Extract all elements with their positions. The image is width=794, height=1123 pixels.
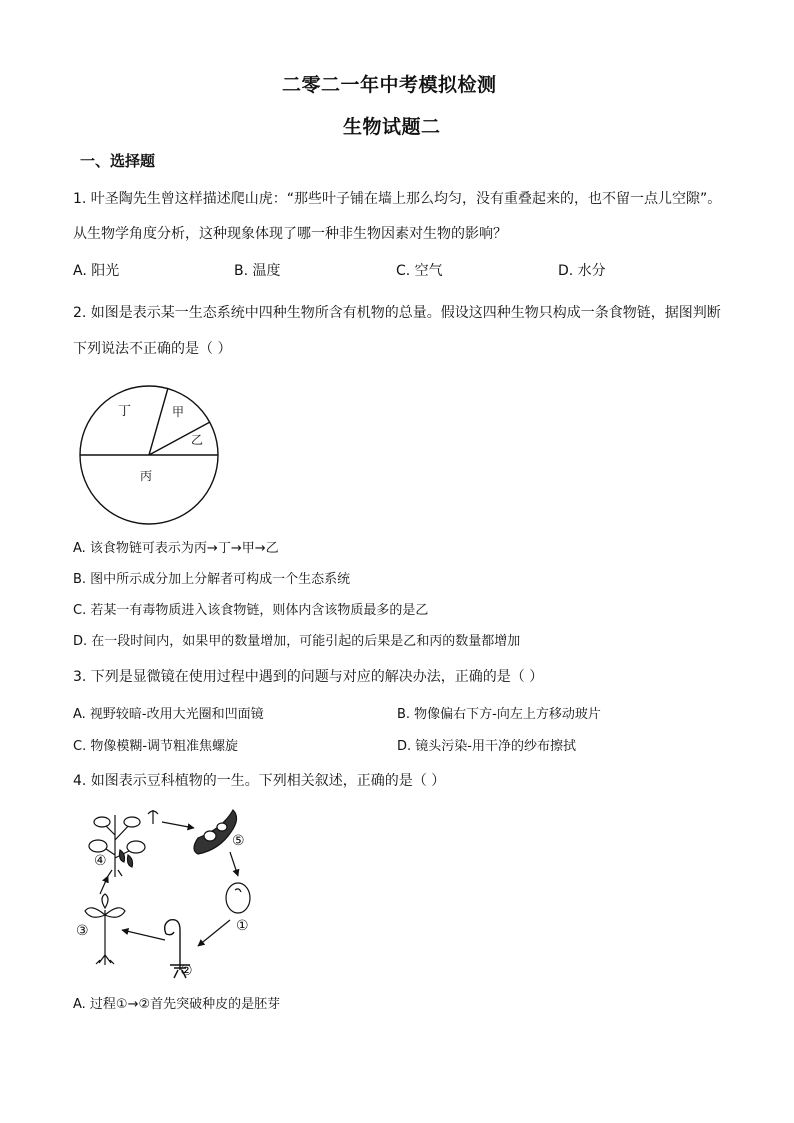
q1-option-a: A. 阳光 [73, 263, 120, 279]
q2-stem-line1: 2. 如图是表示某一生态系统中四种生物所含有机物的总量。假设这四种生物只构成一条食物链，据图判断 [73, 305, 721, 321]
q1-stem-line1: 1. 叶圣陶先生曾这样描述爬山虎：“那些叶子铺在墙上那么均匀，没有重叠起来的，也不留一点儿空隙”。 [73, 191, 722, 207]
q3-option-d: D. 镜头污染-用干净的纱布擦拭 [397, 739, 576, 754]
stage5-bean-pod [194, 810, 237, 854]
arrow-3-to-4 [100, 876, 108, 894]
q1-option-b: B. 温度 [234, 263, 281, 279]
q3-option-a: A. 视野较暗-改用大光圈和凹面镜 [73, 707, 264, 722]
arrow-5-to-1 [230, 852, 238, 876]
q3-option-b: B. 物像偏右下方-向左上方移动玻片 [397, 707, 601, 722]
q4-stem-line1: 4. 如图表示豆科植物的一生。下列相关叙述，正确的是（ ） [73, 773, 446, 789]
arrow-2-to-3 [122, 930, 165, 940]
q1-option-d: D. 水分 [558, 263, 606, 279]
q4-option-a: A. 过程①→②首先突破种皮的是胚芽 [73, 997, 281, 1012]
stage-label-5: ⑤ [232, 833, 245, 849]
q2-option-d: D. 在一段时间内，如果甲的数量增加，可能引起的后果是乙和丙的数量都增加 [73, 634, 521, 649]
arrow-4-to-5 [162, 822, 194, 828]
q3-stem-line1: 3. 下列是显微镜在使用过程中遇到的问题与对应的解决办法，正确的是（ ） [73, 669, 544, 685]
stage-label-3: ③ [76, 923, 89, 939]
q3-option-c: C. 物像模糊-调节粗准焦螺旋 [73, 739, 239, 754]
pie-label-jia: 甲 [172, 405, 185, 419]
arrow-1-to-2 [198, 920, 230, 946]
page-subtitle: 生物试题二 [343, 116, 441, 138]
page-title: 二零二一年中考模拟检测 [282, 74, 497, 96]
q2-option-c: C. 若某一有毒物质进入该食物链，则体内含该物质最多的是乙 [73, 603, 429, 618]
stage3-young-plant [85, 894, 125, 965]
q1-option-c: C. 空气 [396, 263, 443, 279]
q2-stem-line2: 下列说法不正确的是（ ） [73, 341, 232, 357]
q2-option-b: B. 图中所示成分加上分解者可构成一个生态系统 [73, 572, 351, 587]
stage-label-2: ② [180, 963, 193, 979]
stage-label-1: ① [236, 918, 249, 934]
q4-lifecycle-figure [70, 800, 270, 985]
pie-divider-ding-jia [149, 388, 168, 455]
q1-stem-line2: 从生物学角度分析，这种现象体现了哪一种非生物因素对生物的影响？ [73, 226, 507, 242]
pie-label-yi: 乙 [191, 433, 204, 447]
q2-pie-figure [78, 384, 220, 526]
pie-label-bing: 丙 [140, 469, 153, 483]
stage1-seed [226, 883, 250, 913]
section-heading: 一、选择题 [80, 152, 156, 170]
stage-label-4: ④ [94, 853, 107, 869]
q2-option-a: A. 该食物链可表示为丙→丁→甲→乙 [73, 541, 279, 556]
pie-label-ding: 丁 [118, 404, 132, 419]
